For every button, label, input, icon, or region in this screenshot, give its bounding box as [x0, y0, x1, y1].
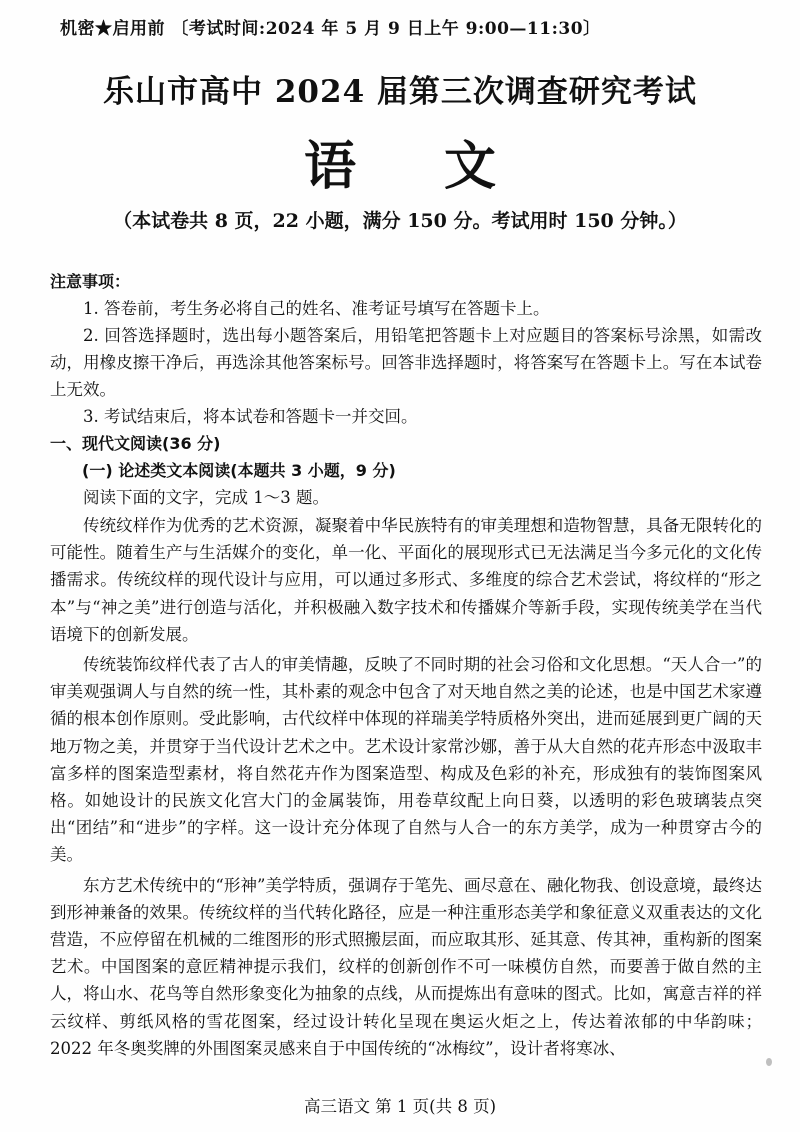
notes-heading: 注意事项：: [50, 272, 131, 291]
exam-info: （本试卷共 8 页，22 小题，满分 150 分。考试用时 150 分钟。）: [113, 210, 687, 232]
notes-block: [50, 268, 762, 511]
page-footer: 高三语文 第 1 页(共 8 页): [303, 1097, 497, 1116]
subject-title: 语文: [303, 136, 584, 197]
passage: [50, 512, 762, 1065]
note-item: 1. 答卷前，考生务必将自己的姓名、准考证号填写在答题卡上。: [83, 299, 550, 318]
passage-paragraph: 传统纹样作为优秀的艺术资源，凝聚着中华民族特有的审美理想和造物智慧，具备无限转化的可能性。随着生产与生活媒介的变化，单一化、平面化的展现形式已无法满足当今多元化的文化传播需求。传统纹样的现代设计与应用，可以通过多形式、多维度的综合艺术尝试，将纹样的“形之本”与“神之美”进行创造与活化，并积极融入数字技术和传播媒介等新手段，实现传统美学在当代语境下的创新发展。: [50, 516, 762, 644]
confidential-exam-time-line: 机密★启用前 〔考试时间:2024 年 5 月 9 日上午 9:00—11:30〕: [60, 19, 601, 39]
note-item: 3. 考试结束后，将本试卷和答题卡一并交回。: [83, 407, 418, 426]
scan-smudge: [766, 1058, 772, 1066]
reading-instruction: 阅读下面的文字，完成 1～3 题。: [83, 488, 329, 507]
passage-paragraph: 传统装饰纹样代表了古人的审美情趣，反映了不同时期的社会习俗和文化思想。“天人合一”的审美观强调人与自然的统一性，其朴素的观念中包含了对天地自然之美的论述，也是中国艺术家遵循的根本创作原则。受此影响，古代纹样中体现的祥瑞美学特质格外突出，进而延展到更广阔的天地万物之美，并贯穿于当代设计艺术之中。艺术设计家常沙娜，善于从大自然的花卉形态中汲取丰富多样的图案造型素材，将自然花卉作为图案造型、构成及色彩的补充，形成独有的装饰图案风格。如她设计的民族文化宫大门的金属装饰，用卷草纹配上向日葵，以透明的彩色玻璃装点突出“团结”和“进步”的字样。这一设计充分体现了自然与人合一的东方美学，成为一种贯穿古今的美。: [50, 655, 762, 865]
passage-paragraph: 东方艺术传统中的“形神”美学特质，强调存于笔先、画尽意在、融化物我、创设意境，最终达到形神兼备的效果。传统纹样的当代转化路径，应是一种注重形态美学和象征意义双重表达的文化营造，不应停留在机械的二维图形的形式照搬层面，而应取其形、延其意、传其神，重构新的图案艺术。中国图案的意匠精神提示我们，纹样的创新创作不可一味模仿自然，而要善于做自然的主人，将山水、花鸟等自然形象变化为抽象的点线，从而提炼出有意味的图式。比如，寓意吉祥的祥云纹样、剪纸风格的雪花图案，经过设计转化呈现在奥运火炬之上，传达着浓郁的中华韵味；2022 年冬奥奖牌的外围图案灵感来自于中国传统的“冰梅纹”，设计者将寒冰、: [50, 875, 762, 1058]
note-item: 2. 回答选择题时，选出每小题答案后，用铅笔把答题卡上对应题目的答案标号涂黑，如需改动，用橡皮擦干净后，再选涂其他答案标号。回答非选择题时，将答案写在答题卡上。写在本试卷上无效。: [50, 326, 762, 399]
section-heading: 一、现代文阅读(36 分): [50, 434, 221, 453]
exam-title: 乐山市高中 2024 届第三次调查研究考试: [103, 74, 697, 110]
sub-section-heading: (一) 论述类文本阅读(本题共 3 小题，9 分): [82, 461, 396, 480]
